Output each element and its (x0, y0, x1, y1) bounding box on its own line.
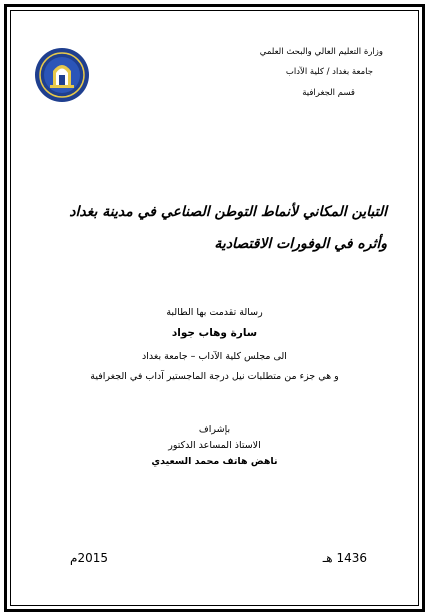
degree-purpose: و هي جزء من متطلبات نيل درجة الماجستير آداب في الجغرافية (90, 371, 339, 382)
thesis-title-line-2: وأثره في الوفورات الاقتصادية (214, 236, 387, 252)
gregorian-year: 2015م (70, 551, 108, 565)
supervisor-name: ناهض هاتف محمد السعيدي (151, 456, 278, 467)
council-line: الى مجلس كلية الآداب – جامعة بغداد (142, 351, 287, 362)
supervisor-rank: الاستاذ المساعد الدكتور (168, 440, 261, 451)
hijri-year: 1436 هـ (322, 551, 367, 565)
submission-intro: رسالة تقدمت بها الطالبة (166, 307, 263, 318)
university-college: جامعة بغداد / كلية الآداب (285, 67, 373, 77)
department-name: قسم الجغرافية (302, 88, 355, 98)
university-emblem-icon (34, 47, 90, 103)
supervision-label: بإشراف (198, 424, 231, 435)
student-name: سارة وهاب جواد (171, 327, 258, 339)
ministry-name: وزارة التعليم العالي والبحث العلمي (259, 47, 383, 57)
thesis-title-line-1: التباين المكاني لأنماط التوطن الصناعي في مدينة بغداد (69, 204, 387, 220)
